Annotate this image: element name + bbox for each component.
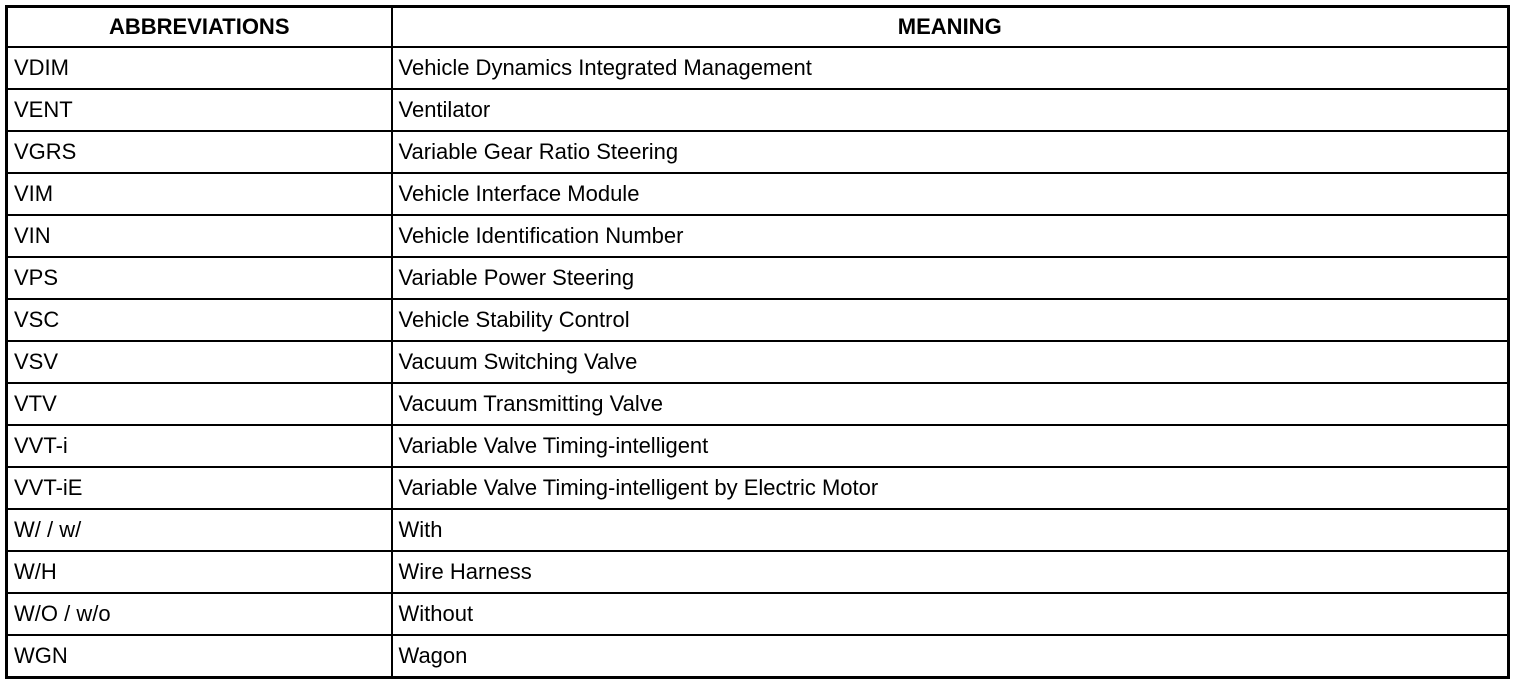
table-row [7,509,1509,551]
abbreviation-cell: VENT [7,89,392,131]
abbreviation-cell: VDIM [7,47,392,89]
table-row [7,467,1509,509]
table-row [7,635,1509,678]
table-row [7,593,1509,635]
meaning-cell: Variable Power Steering [392,257,1509,299]
abbreviation-cell: VSV [7,341,392,383]
meaning-cell: Vehicle Dynamics Integrated Management [392,47,1509,89]
abbreviation-cell: VPS [7,257,392,299]
abbreviation-cell: VIM [7,173,392,215]
meaning-cell: Vacuum Transmitting Valve [392,383,1509,425]
table-row [7,383,1509,425]
abbreviation-cell: VSC [7,299,392,341]
table-row [7,215,1509,257]
meaning-cell: Vehicle Identification Number [392,215,1509,257]
meaning-cell: Vehicle Stability Control [392,299,1509,341]
table-row [7,131,1509,173]
meaning-cell: Variable Gear Ratio Steering [392,131,1509,173]
abbreviation-cell: VVT-iE [7,467,392,509]
abbreviation-cell: VTV [7,383,392,425]
table-row [7,173,1509,215]
meaning-cell: Ventilator [392,89,1509,131]
meaning-cell: Without [392,593,1509,635]
meaning-cell: Variable Valve Timing-intelligent by Electric Motor [392,467,1509,509]
abbreviation-cell: VGRS [7,131,392,173]
meaning-cell: With [392,509,1509,551]
meaning-cell: Vacuum Switching Valve [392,341,1509,383]
abbreviation-cell: WGN [7,635,392,678]
abbreviation-cell: VVT-i [7,425,392,467]
column-header-abbreviations: ABBREVIATIONS [7,7,392,48]
abbreviation-cell: W/H [7,551,392,593]
table-row [7,47,1509,89]
table-row [7,257,1509,299]
meaning-cell: Variable Valve Timing-intelligent [392,425,1509,467]
abbreviations-table [5,5,1510,679]
meaning-cell: Vehicle Interface Module [392,173,1509,215]
table-row [7,341,1509,383]
meaning-cell: Wagon [392,635,1509,678]
table-row [7,89,1509,131]
column-header-meaning: MEANING [392,7,1509,48]
table-row [7,299,1509,341]
abbreviation-cell: W/ / w/ [7,509,392,551]
abbreviation-cell: W/O / w/o [7,593,392,635]
table-row [7,425,1509,467]
abbreviation-cell: VIN [7,215,392,257]
table-header-row [7,7,1509,48]
table-row [7,551,1509,593]
meaning-cell: Wire Harness [392,551,1509,593]
